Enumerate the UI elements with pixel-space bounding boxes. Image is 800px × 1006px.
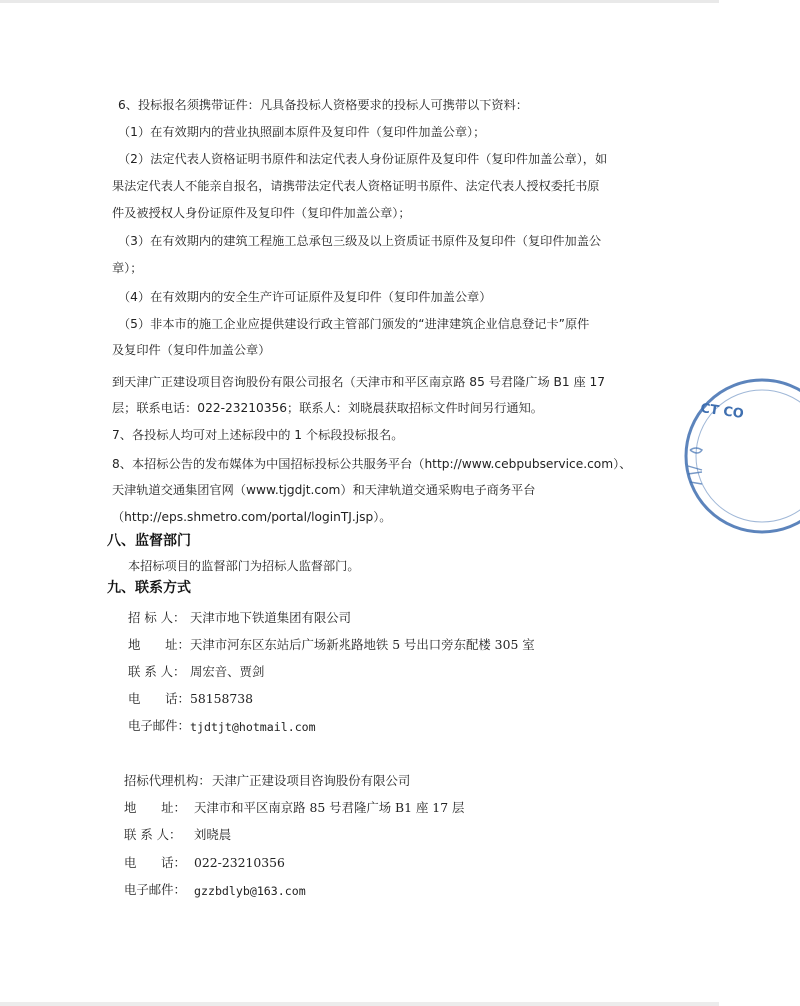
tenderer-name-label: 招 标 人： <box>128 610 186 625</box>
tenderer-phone: 58158738 <box>190 691 254 706</box>
section-7: 7、各投标人均可对上述标段中的 1 个标段投标报名。 <box>112 428 404 442</box>
tenderer-email: tjdtjt@hotmail.com <box>190 720 316 734</box>
section-6-item-5-line-2: 及复印件（复印件加盖公章） <box>112 343 271 357</box>
register-info-line-2: 层；联系电话：022-23210356；联系人：刘晓晨获取招标文件时间另行通知。 <box>112 401 543 415</box>
section-6-item-4: （4）在有效期内的安全生产许可证原件及复印件（复印件加盖公章） <box>118 290 492 304</box>
company-seal-stamp <box>680 370 800 540</box>
agency-person: 刘晓晨 <box>194 827 232 842</box>
agency-person-label: 联 系 人： <box>124 827 182 842</box>
agency-phone-label: 电 话： <box>124 855 186 870</box>
agency-email: gzzbdlyb@163.com <box>194 884 306 898</box>
section-6-item-3-line-1: （3）在有效期内的建筑工程施工总承包三级及以上资质证书原件及复印件（复印件加盖公 <box>118 234 602 248</box>
agency-name-label: 招标代理机构： <box>124 773 211 788</box>
supervision-heading: 八、监督部门 <box>107 533 191 549</box>
section-8-line-2: 天津轨道交通集团官网（www.tjgdjt.com）和天津轨道交通采购电子商务平台 <box>112 483 536 497</box>
agency-email-label: 电子邮件： <box>124 882 186 897</box>
tenderer-address-label: 地 址： <box>128 637 190 652</box>
section-6-intro: 6、投标报名须携带证件：凡具备投标人资格要求的投标人可携带以下资料： <box>118 98 528 112</box>
seal-ring-text: CT CO <box>699 401 745 423</box>
section-6-item-3-line-2: 章）； <box>112 261 143 275</box>
section-6-item-1: （1）在有效期内的营业执照副本原件及复印件（复印件加盖公章）； <box>118 125 486 139</box>
tenderer-person-label: 联 系 人： <box>128 664 186 679</box>
agency-name: 天津广正建设项目咨询股份有限公司 <box>212 773 411 788</box>
section-8-line-3: （http://eps.shmetro.com/portal/loginTJ.jsp）。 <box>112 510 392 524</box>
agency-address: 天津市和平区南京路 85 号君隆广场 B1 座 17 层 <box>194 800 465 815</box>
register-info-line-1: 到天津广正建设项目咨询股份有限公司报名（天津市和平区南京路 85 号君隆广场 B1 座 17 <box>112 375 606 389</box>
seal-graphic <box>680 370 800 540</box>
section-8-line-1: 8、本招标公告的发布媒体为中国招标投标公共服务平台（http://www.cebpubservice.com）、 <box>112 457 632 471</box>
supervision-text: 本招标项目的监督部门为招标人监督部门。 <box>128 559 360 573</box>
agency-address-label: 地 址： <box>124 800 186 815</box>
section-6-item-2-line-2: 果法定代表人不能亲自报名，请携带法定代表人资格证明书原件、法定代表人授权委托书原 <box>112 179 600 193</box>
agency-phone: 022-23210356 <box>194 855 285 870</box>
tenderer-phone-label: 电 话： <box>128 691 190 706</box>
page-edge-bottom <box>0 1002 719 1006</box>
tenderer-person: 周宏音、贾剑 <box>190 664 265 679</box>
section-6-item-2-line-3: 件及被授权人身份证原件及复印件（复印件加盖公章）； <box>112 206 411 220</box>
section-6-item-5-line-1: （5）非本市的施工企业应提供建设行政主管部门颁发的“进津建筑企业信息登记卡”原件 <box>118 317 590 331</box>
tenderer-address: 天津市河东区东站后广场新兆路地铁 5 号出口旁东配楼 305 室 <box>190 637 535 652</box>
tenderer-name: 天津市地下铁道集团有限公司 <box>190 610 352 625</box>
contact-heading: 九、联系方式 <box>107 580 191 596</box>
tenderer-email-label: 电子邮件： <box>128 718 190 733</box>
section-6-item-2-line-1: （2）法定代表人资格证明书原件和法定代表人身份证原件及复印件（复印件加盖公章），如 <box>118 152 608 166</box>
